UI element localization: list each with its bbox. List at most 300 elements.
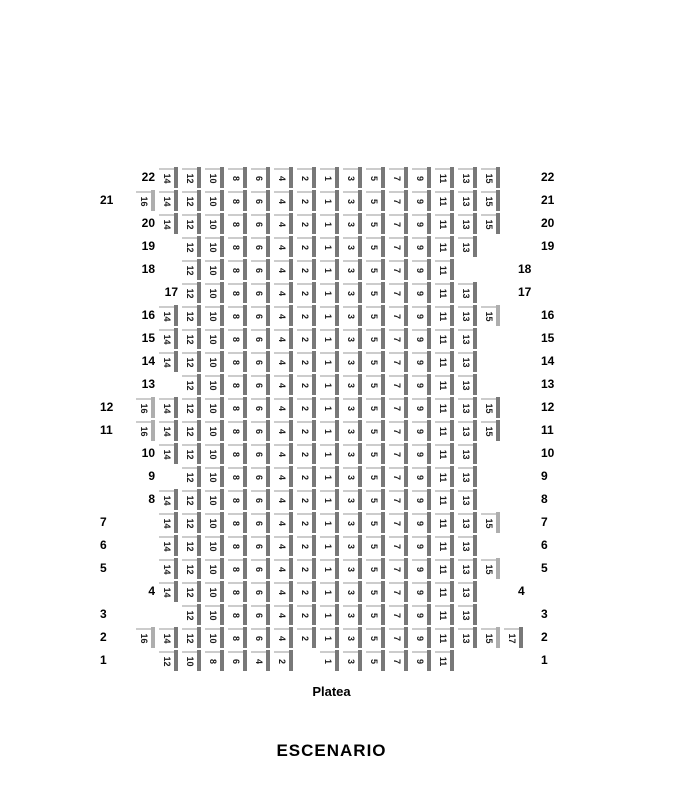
seat[interactable] [481, 421, 501, 440]
seat[interactable] [320, 582, 340, 601]
seat[interactable] [205, 191, 225, 210]
seat[interactable] [205, 559, 225, 578]
seat[interactable] [251, 237, 271, 256]
seat[interactable] [458, 490, 478, 509]
seat[interactable] [159, 536, 179, 555]
seat[interactable] [343, 237, 363, 256]
seat[interactable] [205, 306, 225, 325]
seat[interactable] [458, 628, 478, 647]
seat[interactable] [343, 352, 363, 371]
seat[interactable] [389, 582, 409, 601]
seat[interactable] [435, 191, 455, 210]
seat[interactable] [297, 375, 317, 394]
seat[interactable] [435, 214, 455, 233]
seat[interactable] [159, 582, 179, 601]
seat[interactable] [435, 306, 455, 325]
seat[interactable] [458, 582, 478, 601]
seat[interactable] [412, 467, 432, 486]
seat[interactable] [182, 191, 202, 210]
seat[interactable] [412, 628, 432, 647]
seat[interactable] [297, 214, 317, 233]
seat[interactable] [251, 421, 271, 440]
seat[interactable] [274, 628, 294, 647]
seat[interactable] [412, 536, 432, 555]
seat[interactable] [159, 329, 179, 348]
seat[interactable] [251, 283, 271, 302]
seat[interactable] [182, 559, 202, 578]
seat[interactable] [366, 421, 386, 440]
seat[interactable] [228, 605, 248, 624]
seat[interactable] [343, 329, 363, 348]
seat[interactable] [320, 651, 340, 670]
seat[interactable] [435, 421, 455, 440]
seat[interactable] [228, 444, 248, 463]
seat[interactable] [343, 421, 363, 440]
seat[interactable] [274, 467, 294, 486]
seat[interactable] [435, 444, 455, 463]
seat[interactable] [297, 467, 317, 486]
seat[interactable] [251, 168, 271, 187]
seat[interactable] [182, 214, 202, 233]
seat[interactable] [389, 214, 409, 233]
seat[interactable] [182, 398, 202, 417]
seat[interactable] [251, 490, 271, 509]
seat[interactable] [343, 605, 363, 624]
seat[interactable] [228, 421, 248, 440]
seat[interactable] [274, 352, 294, 371]
seat[interactable] [343, 191, 363, 210]
seat[interactable] [205, 421, 225, 440]
seat[interactable] [435, 651, 455, 670]
seat[interactable] [159, 444, 179, 463]
seat[interactable] [251, 352, 271, 371]
seat[interactable] [366, 260, 386, 279]
seat[interactable] [251, 513, 271, 532]
seat[interactable] [458, 513, 478, 532]
seat[interactable] [297, 168, 317, 187]
seat[interactable] [228, 536, 248, 555]
seat[interactable] [251, 444, 271, 463]
seat[interactable] [320, 490, 340, 509]
seat[interactable] [412, 168, 432, 187]
seat[interactable] [366, 237, 386, 256]
seat[interactable] [389, 352, 409, 371]
seat[interactable] [182, 306, 202, 325]
seat[interactable] [343, 651, 363, 670]
seat[interactable] [412, 329, 432, 348]
seat[interactable] [343, 260, 363, 279]
seat[interactable] [458, 329, 478, 348]
seat[interactable] [481, 168, 501, 187]
seat[interactable] [182, 421, 202, 440]
seat[interactable] [251, 329, 271, 348]
seat[interactable] [412, 260, 432, 279]
seat[interactable] [389, 444, 409, 463]
seat[interactable] [274, 582, 294, 601]
seat[interactable] [435, 375, 455, 394]
seat[interactable] [435, 628, 455, 647]
seat[interactable] [458, 605, 478, 624]
seat[interactable] [343, 398, 363, 417]
seat[interactable] [205, 168, 225, 187]
seat[interactable] [228, 168, 248, 187]
seat[interactable] [389, 628, 409, 647]
seat[interactable] [182, 283, 202, 302]
seat[interactable] [136, 628, 156, 647]
seat[interactable] [274, 513, 294, 532]
seat[interactable] [366, 306, 386, 325]
seat[interactable] [228, 329, 248, 348]
seat[interactable] [343, 375, 363, 394]
seat[interactable] [389, 260, 409, 279]
seat[interactable] [182, 582, 202, 601]
seat[interactable] [412, 582, 432, 601]
seat[interactable] [343, 628, 363, 647]
seat[interactable] [320, 559, 340, 578]
seat[interactable] [343, 536, 363, 555]
seat[interactable] [343, 306, 363, 325]
seat[interactable] [251, 306, 271, 325]
seat[interactable] [182, 467, 202, 486]
seat[interactable] [205, 651, 225, 670]
seat[interactable] [320, 628, 340, 647]
seat[interactable] [366, 191, 386, 210]
seat[interactable] [228, 398, 248, 417]
seat[interactable] [458, 467, 478, 486]
seat[interactable] [343, 168, 363, 187]
seat[interactable] [366, 605, 386, 624]
seat[interactable] [159, 191, 179, 210]
seat[interactable] [251, 467, 271, 486]
seat[interactable] [228, 191, 248, 210]
seat[interactable] [435, 467, 455, 486]
seat[interactable] [251, 628, 271, 647]
seat[interactable] [435, 260, 455, 279]
seat[interactable] [228, 375, 248, 394]
seat[interactable] [366, 628, 386, 647]
seat[interactable] [458, 306, 478, 325]
seat[interactable] [205, 467, 225, 486]
seat[interactable] [228, 214, 248, 233]
seat[interactable] [182, 260, 202, 279]
seat[interactable] [481, 559, 501, 578]
seat[interactable] [274, 398, 294, 417]
seat[interactable] [481, 214, 501, 233]
seat[interactable] [320, 421, 340, 440]
seat[interactable] [435, 329, 455, 348]
seat[interactable] [343, 559, 363, 578]
seat[interactable] [320, 398, 340, 417]
seat[interactable] [320, 168, 340, 187]
seat[interactable] [182, 513, 202, 532]
seat[interactable] [251, 605, 271, 624]
seat[interactable] [481, 398, 501, 417]
seat[interactable] [320, 605, 340, 624]
seat[interactable] [343, 582, 363, 601]
seat[interactable] [458, 214, 478, 233]
seat[interactable] [412, 651, 432, 670]
seat[interactable] [274, 283, 294, 302]
seat[interactable] [320, 444, 340, 463]
seat[interactable] [297, 191, 317, 210]
seat[interactable] [205, 582, 225, 601]
seat[interactable] [228, 559, 248, 578]
seat[interactable] [389, 536, 409, 555]
seat[interactable] [205, 214, 225, 233]
seat[interactable] [205, 398, 225, 417]
seat[interactable] [297, 306, 317, 325]
seat[interactable] [366, 513, 386, 532]
seat[interactable] [205, 605, 225, 624]
seat[interactable] [320, 237, 340, 256]
seat[interactable] [228, 306, 248, 325]
seat[interactable] [274, 536, 294, 555]
seat[interactable] [297, 582, 317, 601]
seat[interactable] [435, 582, 455, 601]
seat[interactable] [366, 398, 386, 417]
seat[interactable] [274, 651, 294, 670]
seat[interactable] [297, 628, 317, 647]
seat[interactable] [159, 490, 179, 509]
seat[interactable] [366, 352, 386, 371]
seat[interactable] [366, 444, 386, 463]
seat[interactable] [251, 214, 271, 233]
seat[interactable] [320, 329, 340, 348]
seat[interactable] [182, 375, 202, 394]
seat[interactable] [435, 490, 455, 509]
seat[interactable] [159, 628, 179, 647]
seat[interactable] [182, 168, 202, 187]
seat[interactable] [412, 214, 432, 233]
seat[interactable] [228, 628, 248, 647]
seat[interactable] [182, 444, 202, 463]
seat[interactable] [251, 191, 271, 210]
seat[interactable] [389, 237, 409, 256]
seat[interactable] [366, 651, 386, 670]
seat[interactable] [182, 651, 202, 670]
seat[interactable] [366, 559, 386, 578]
seat[interactable] [320, 306, 340, 325]
seat[interactable] [435, 352, 455, 371]
seat[interactable] [320, 283, 340, 302]
seat[interactable] [228, 582, 248, 601]
seat[interactable] [274, 444, 294, 463]
seat[interactable] [297, 398, 317, 417]
seat[interactable] [297, 536, 317, 555]
seat[interactable] [136, 421, 156, 440]
seat[interactable] [435, 237, 455, 256]
seat[interactable] [458, 168, 478, 187]
seat[interactable] [251, 375, 271, 394]
seat[interactable] [458, 352, 478, 371]
seat[interactable] [389, 513, 409, 532]
seat[interactable] [205, 628, 225, 647]
seat[interactable] [458, 398, 478, 417]
seat[interactable] [366, 214, 386, 233]
seat[interactable] [389, 329, 409, 348]
seat[interactable] [205, 283, 225, 302]
seat[interactable] [458, 283, 478, 302]
seat[interactable] [136, 191, 156, 210]
seat[interactable] [389, 168, 409, 187]
seat[interactable] [274, 329, 294, 348]
seat[interactable] [274, 306, 294, 325]
seat[interactable] [435, 559, 455, 578]
seat[interactable] [412, 352, 432, 371]
seat[interactable] [205, 375, 225, 394]
seat[interactable] [435, 513, 455, 532]
seat[interactable] [228, 283, 248, 302]
seat[interactable] [251, 398, 271, 417]
seat[interactable] [366, 329, 386, 348]
seat[interactable] [274, 214, 294, 233]
seat[interactable] [159, 168, 179, 187]
seat[interactable] [458, 191, 478, 210]
seat[interactable] [320, 260, 340, 279]
seat[interactable] [389, 375, 409, 394]
seat[interactable] [412, 237, 432, 256]
seat[interactable] [458, 237, 478, 256]
seat[interactable] [320, 467, 340, 486]
seat[interactable] [182, 352, 202, 371]
seat[interactable] [159, 214, 179, 233]
seat[interactable] [389, 421, 409, 440]
seat[interactable] [320, 191, 340, 210]
seat[interactable] [228, 490, 248, 509]
seat[interactable] [182, 536, 202, 555]
seat[interactable] [366, 283, 386, 302]
seat[interactable] [228, 352, 248, 371]
seat[interactable] [182, 237, 202, 256]
seat[interactable] [297, 260, 317, 279]
seat[interactable] [205, 329, 225, 348]
seat[interactable] [389, 490, 409, 509]
seat[interactable] [182, 329, 202, 348]
seat[interactable] [182, 490, 202, 509]
seat[interactable] [136, 398, 156, 417]
seat[interactable] [228, 513, 248, 532]
seat[interactable] [182, 605, 202, 624]
seat[interactable] [297, 605, 317, 624]
seat[interactable] [297, 513, 317, 532]
seat[interactable] [412, 444, 432, 463]
seat[interactable] [205, 513, 225, 532]
seat[interactable] [412, 513, 432, 532]
seat[interactable] [389, 398, 409, 417]
seat[interactable] [297, 490, 317, 509]
seat[interactable] [389, 559, 409, 578]
seat[interactable] [320, 375, 340, 394]
seat[interactable] [274, 260, 294, 279]
seat[interactable] [412, 421, 432, 440]
seat[interactable] [458, 421, 478, 440]
seat[interactable] [205, 444, 225, 463]
seat[interactable] [343, 283, 363, 302]
seat[interactable] [481, 628, 501, 647]
seat[interactable] [435, 283, 455, 302]
seat[interactable] [228, 237, 248, 256]
seat[interactable] [366, 536, 386, 555]
seat[interactable] [412, 559, 432, 578]
seat[interactable] [343, 513, 363, 532]
seat[interactable] [389, 467, 409, 486]
seat[interactable] [366, 490, 386, 509]
seat[interactable] [159, 651, 179, 670]
seat[interactable] [297, 283, 317, 302]
seat[interactable] [366, 168, 386, 187]
seat[interactable] [343, 467, 363, 486]
seat[interactable] [412, 398, 432, 417]
seat[interactable] [228, 651, 248, 670]
seat[interactable] [228, 260, 248, 279]
seat[interactable] [251, 559, 271, 578]
seat[interactable] [343, 444, 363, 463]
seat[interactable] [159, 421, 179, 440]
seat[interactable] [274, 375, 294, 394]
seat[interactable] [320, 352, 340, 371]
seat[interactable] [205, 490, 225, 509]
seat[interactable] [159, 559, 179, 578]
seat[interactable] [251, 536, 271, 555]
seat[interactable] [205, 536, 225, 555]
seat[interactable] [228, 467, 248, 486]
seat[interactable] [389, 651, 409, 670]
seat[interactable] [297, 444, 317, 463]
seat[interactable] [297, 421, 317, 440]
seat[interactable] [366, 467, 386, 486]
seat[interactable] [481, 306, 501, 325]
seat[interactable] [320, 513, 340, 532]
seat[interactable] [205, 237, 225, 256]
seat[interactable] [389, 283, 409, 302]
seat[interactable] [205, 260, 225, 279]
seat[interactable] [366, 582, 386, 601]
seat[interactable] [389, 191, 409, 210]
seat[interactable] [274, 421, 294, 440]
seat[interactable] [481, 513, 501, 532]
seat[interactable] [412, 283, 432, 302]
seat[interactable] [435, 536, 455, 555]
seat[interactable] [159, 398, 179, 417]
seat[interactable] [205, 352, 225, 371]
seat[interactable] [435, 168, 455, 187]
seat[interactable] [389, 306, 409, 325]
seat[interactable] [458, 559, 478, 578]
seat[interactable] [159, 513, 179, 532]
seat[interactable] [274, 605, 294, 624]
seat[interactable] [343, 214, 363, 233]
seat[interactable] [251, 260, 271, 279]
seat[interactable] [274, 237, 294, 256]
seat[interactable] [481, 191, 501, 210]
seat[interactable] [435, 398, 455, 417]
seat[interactable] [412, 605, 432, 624]
seat[interactable] [251, 651, 271, 670]
seat[interactable] [274, 191, 294, 210]
seat[interactable] [458, 536, 478, 555]
seat[interactable] [297, 559, 317, 578]
seat[interactable] [182, 628, 202, 647]
seat[interactable] [366, 375, 386, 394]
seat[interactable] [458, 444, 478, 463]
seat[interactable] [320, 536, 340, 555]
seat[interactable] [297, 329, 317, 348]
seat[interactable] [297, 237, 317, 256]
seat[interactable] [159, 306, 179, 325]
seat[interactable] [412, 191, 432, 210]
seat[interactable] [343, 490, 363, 509]
seat[interactable] [412, 306, 432, 325]
